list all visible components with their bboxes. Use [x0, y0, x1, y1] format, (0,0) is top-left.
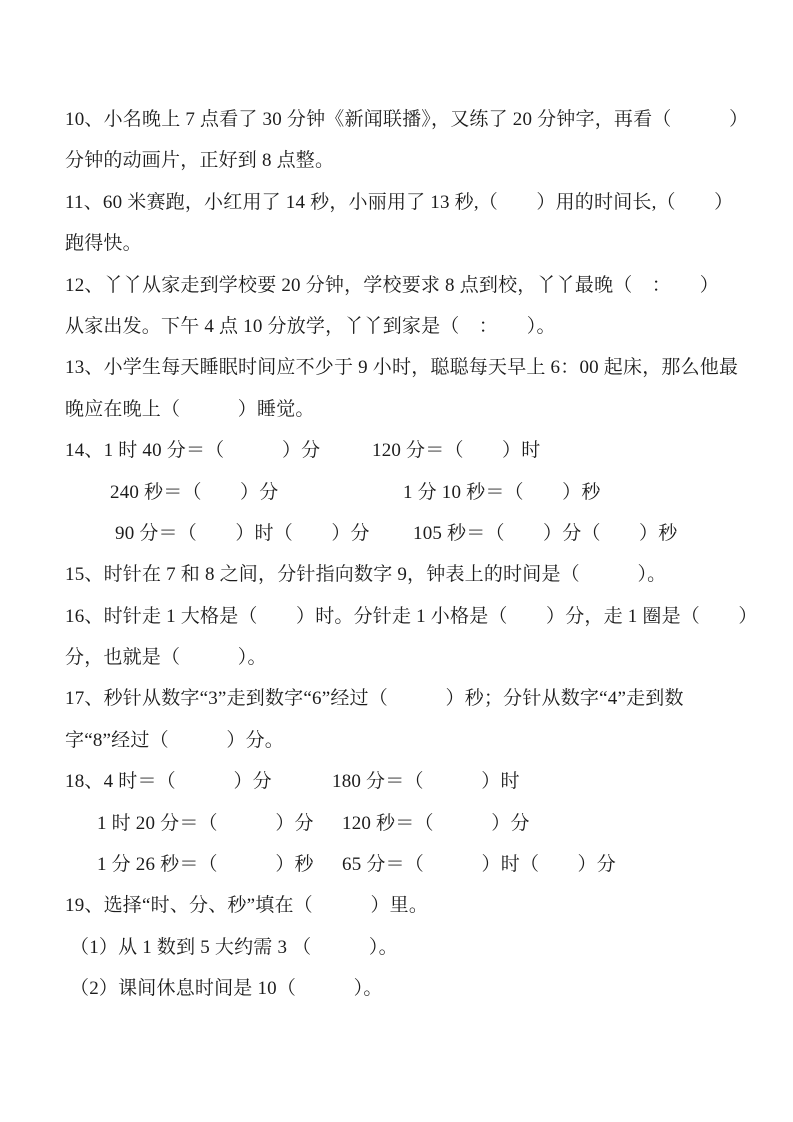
text-line-q14-line3	[0, 513, 793, 554]
text-line-q14-line2	[0, 472, 793, 513]
text-line-q13-line1	[0, 347, 793, 388]
text-segment-q18-line1-1: 180 分＝（ ）时	[332, 771, 520, 793]
document-body	[0, 99, 793, 1010]
text-line-q10-line1	[0, 99, 793, 140]
text-segment-q18-line3-1: 65 分＝（ ）时（ ）分	[342, 854, 616, 876]
text-segment-q14-line1-0: 14、1 时 40 分＝（ ）分	[65, 440, 321, 462]
text-segment-q18-line1-0: 18、4 时＝（ ）分	[65, 771, 272, 793]
text-segment-q15-line1-0: 15、时针在 7 和 8 之间，分针指向数字 9，钟表上的时间是（ ）。	[65, 564, 667, 586]
text-line-q18-line3	[0, 844, 793, 885]
text-line-q15-line1	[0, 554, 793, 595]
text-line-q17-line2	[0, 720, 793, 761]
text-line-q12-line1	[0, 265, 793, 306]
text-line-q16-line1	[0, 596, 793, 637]
text-segment-q12-line2-0: 从家出发。下午 4 点 10 分放学，丫丫到家是（ ： ）。	[65, 315, 556, 337]
text-line-q19-sub1	[0, 927, 793, 968]
text-line-q12-line2	[0, 306, 793, 347]
text-segment-q14-line2-1: 1 分 10 秒＝（ ）秒	[403, 481, 601, 503]
text-segment-q14-line3-1: 105 秒＝（ ）分（ ）秒	[413, 522, 678, 544]
text-line-q11-line2	[0, 223, 793, 264]
text-segment-q14-line1-1: 120 分＝（ ）时	[372, 440, 541, 462]
text-line-q19-sub2	[0, 968, 793, 1009]
text-line-q19-line1	[0, 885, 793, 926]
text-segment-q14-line3-0: 90 分＝（ ）时（ ）分	[115, 522, 370, 544]
text-segment-q10-line1-0: 10、小名晚上 7 点看了 30 分钟《新闻联播》，又练了 20 分钟字，再看（ ）	[65, 109, 749, 130]
text-segment-q18-line2-0: 1 时 20 分＝（ ）分	[97, 812, 314, 834]
text-segment-q17-line1-0: 17、秒针从数字“3”走到数字“6”经过（ ）秒；分针从数字“4”走到数	[65, 688, 684, 710]
text-segment-q18-line3-0: 1 分 26 秒＝（ ）秒	[97, 854, 314, 876]
text-segment-q12-line1-0: 12、丫丫从家走到学校要 20 分钟，学校要求 8 点到校，丫丫最晚（ ： ）	[65, 274, 720, 296]
text-segment-q19-sub1-0: （1）从 1 数到 5 大约需 3 （ ）。	[70, 936, 398, 958]
text-segment-q19-line1-0: 19、选择“时、分、秒”填在（ ）里。	[65, 895, 429, 917]
text-line-q14-line1	[0, 430, 793, 471]
text-segment-q19-sub2-0: （2）课间休息时间是 10（ ）。	[70, 978, 383, 1000]
text-segment-q11-line1-0: 11、60 米赛跑，小红用了 14 秒，小丽用了 13 秒,（ ）用的时间长,（ ）	[65, 191, 734, 213]
text-segment-q11-line2-0: 跑得快。	[65, 233, 142, 255]
text-line-q17-line1	[0, 678, 793, 719]
text-segment-q10-line2-0: 分钟的动画片，正好到 8 点整。	[65, 150, 335, 172]
text-segment-q17-line2-0: 字“8”经过（ ）分。	[65, 729, 284, 751]
text-line-q13-line2	[0, 389, 793, 430]
text-segment-q16-line1-0: 16、时针走 1 大格是（ ）时。分针走 1 小格是（ ）分，走 1 圈是（ ）	[65, 605, 758, 627]
text-segment-q13-line1-0: 13、小学生每天睡眠时间应不少于 9 小时，聪聪每天早上 6：00 起床，那么他最	[65, 357, 739, 379]
text-segment-q14-line2-0: 240 秒＝（ ）分	[110, 481, 279, 503]
text-segment-q18-line2-1: 120 秒＝（ ）分	[342, 812, 530, 834]
text-segment-q16-line2-0: 分，也就是（ ）。	[65, 647, 267, 669]
text-line-q11-line1	[0, 182, 793, 223]
text-line-q18-line2	[0, 803, 793, 844]
text-segment-q13-line2-0: 晚应在晚上（ ）睡觉。	[65, 398, 315, 420]
text-line-q10-line2	[0, 140, 793, 181]
text-line-q18-line1	[0, 761, 793, 802]
text-line-q16-line2	[0, 637, 793, 678]
